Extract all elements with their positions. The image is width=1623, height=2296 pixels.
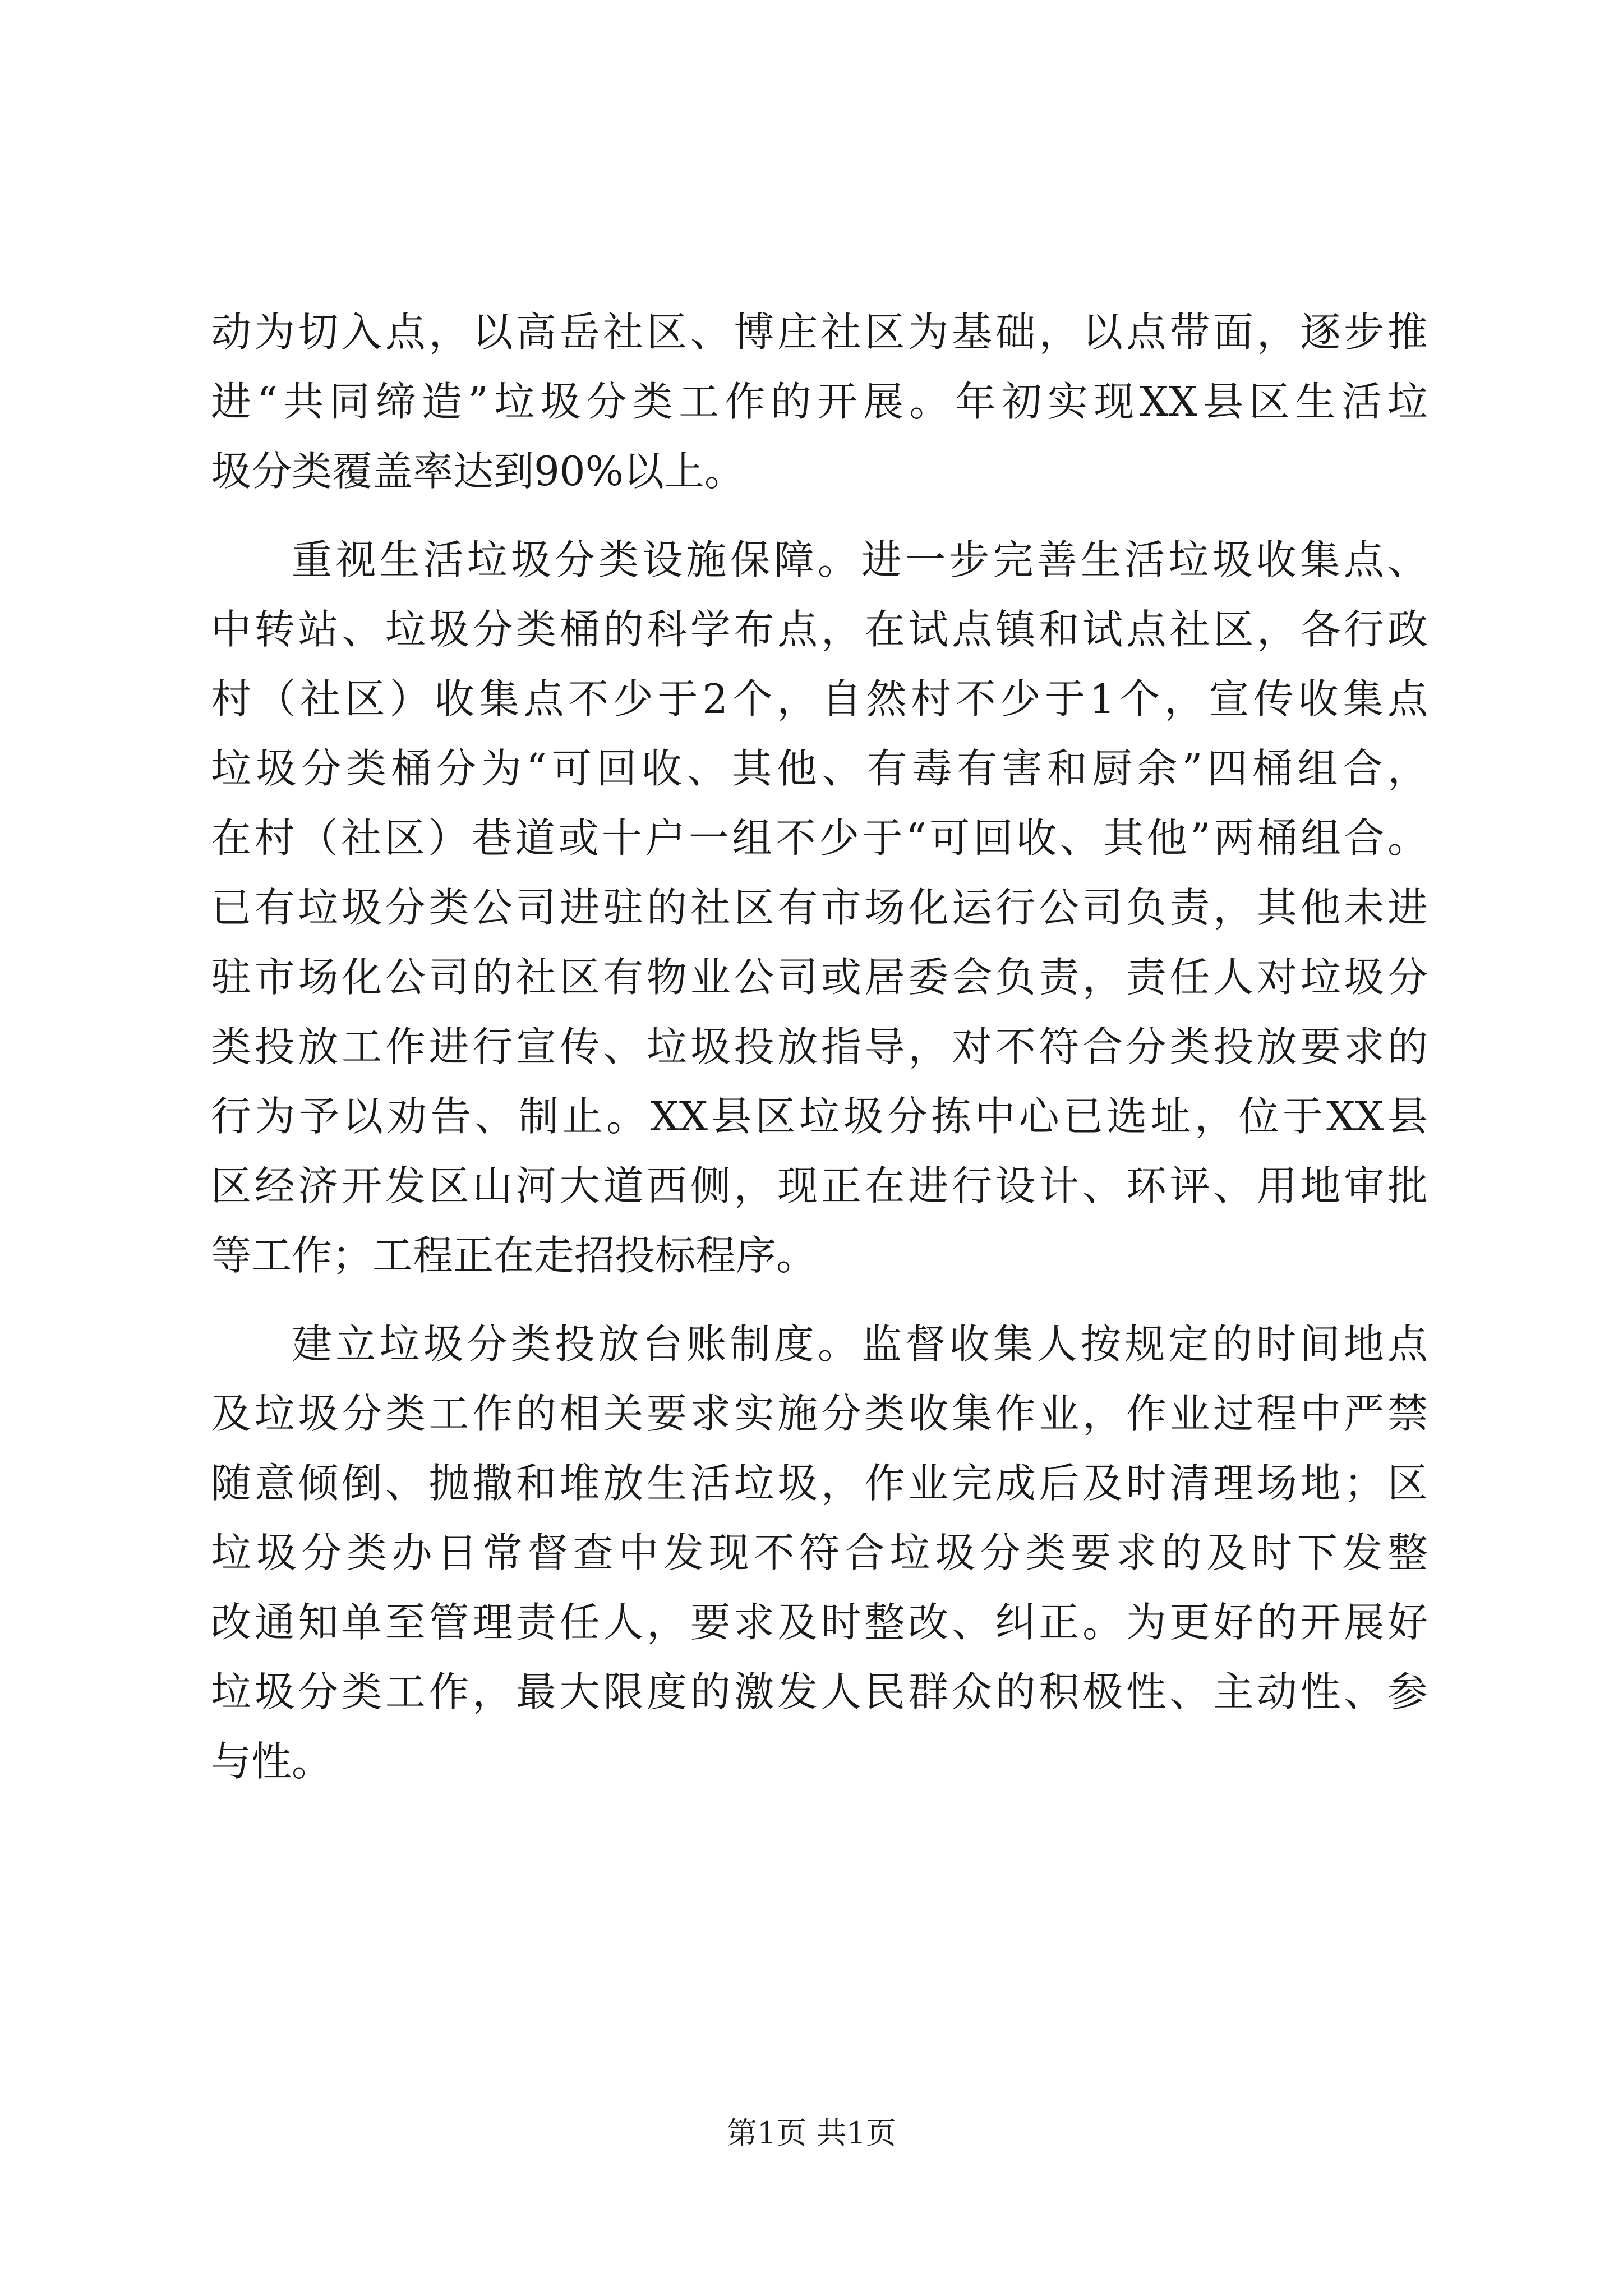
text-line: 重视生活垃圾分类设施保障。进一步完善生活垃圾收集点、 (292, 536, 1428, 583)
paragraph-gap (211, 506, 1428, 525)
text-line: 改通知单至管理责任人，要求及时整改、纠正。为更好的开展好 (211, 1599, 1428, 1646)
text-line: 建立垃圾分类投放台账制度。监督收集人按规定的时间地点 (292, 1320, 1428, 1368)
text-line: 垃圾分类工作，最大限度的激发人民群众的积极性、主动性、参 (211, 1668, 1428, 1715)
paragraph-2 (211, 525, 1428, 1290)
text-line: 垃圾分类办日常督查中发现不符合垃圾分类要求的及时下发整 (211, 1529, 1428, 1576)
text-line: 中转站、垃圾分类桶的科学布点，在试点镇和试点社区，各行政 (211, 606, 1428, 653)
text-line: 已有垃圾分类公司进驻的社区有市场化运行公司负责，其他未进 (211, 884, 1428, 931)
text-line: 及垃圾分类工作的相关要求实施分类收集作业，作业过程中严禁 (211, 1390, 1428, 1437)
document-body (211, 297, 1428, 1796)
text-line: 圾分类覆盖率达到90%以上。 (211, 448, 745, 495)
text-line: 动为切入点，以高岳社区、博庄社区为基础，以点带面，逐步推 (211, 309, 1428, 356)
text-line: 区经济开发区山河大道西侧，现正在进行设计、环评、用地审批 (211, 1162, 1428, 1209)
page-number-label: 第1页 共1页 (727, 2115, 896, 2151)
text-line: 村（社区）收集点不少于2个，自然村不少于1个，宣传收集点 (211, 675, 1428, 723)
text-line: 垃圾分类桶分为“可回收、其他、有毒有害和厨余”四桶组合， (211, 745, 1428, 792)
text-line: 等工作；工程正在走招投标程序。 (211, 1232, 817, 1279)
text-line: 进“共同缔造”垃圾分类工作的开展。年初实现XX县区生活垃 (211, 378, 1428, 425)
text-line: 驻市场化公司的社区有物业公司或居委会负责，责任人对垃圾分 (211, 954, 1428, 1001)
paragraph-1 (211, 297, 1428, 506)
text-line: 随意倾倒、抛撒和堆放生活垃圾，作业完成后及时清理场地；区 (211, 1460, 1428, 1507)
page-footer (0, 2109, 1623, 2152)
text-line: 类投放工作进行宣传、垃圾投放指导，对不符合分类投放要求的 (211, 1023, 1428, 1070)
text-line: 在村（社区）巷道或十户一组不少于“可回收、其他”两桶组合。 (211, 815, 1428, 862)
text-line: 行为予以劝告、制止。XX县区垃圾分拣中心已选址，位于XX县 (211, 1093, 1428, 1140)
text-line: 与性。 (211, 1738, 333, 1785)
paragraph-3 (211, 1309, 1428, 1796)
paragraph-gap (211, 1290, 1428, 1309)
